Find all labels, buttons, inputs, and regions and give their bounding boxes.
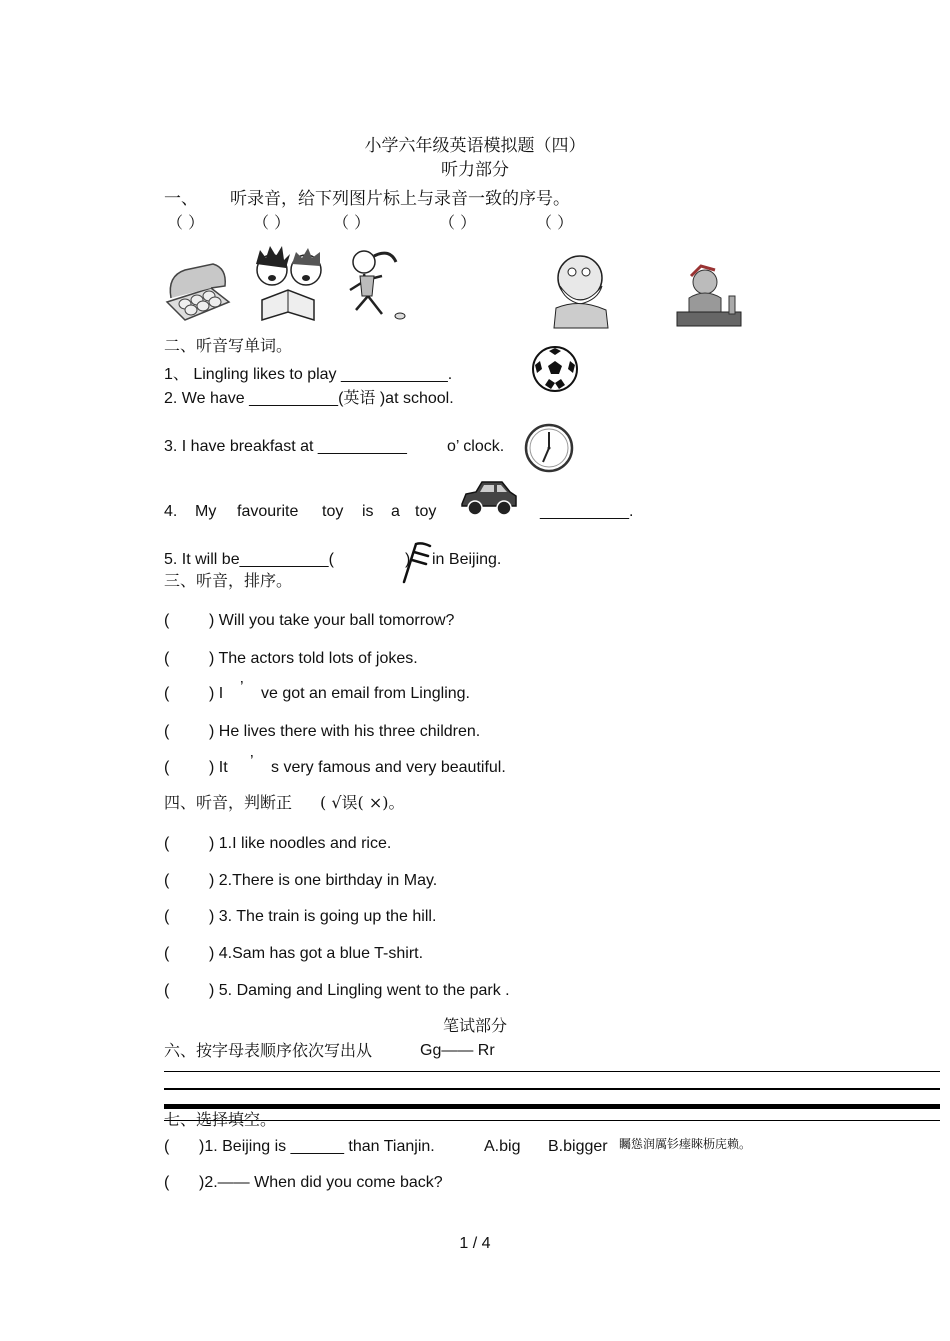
egg-carton-picture xyxy=(163,262,233,326)
page-title: 小学六年级英语模拟题（四） xyxy=(364,136,586,156)
q2-item-4-blank: __________. xyxy=(540,503,634,520)
q4-item: ) 1.I like noodles and rice. xyxy=(209,835,392,852)
q4-item: ) 2.There is one birthday in May. xyxy=(209,872,438,889)
q1-bracket: （ ） xyxy=(253,213,291,232)
clock-icon xyxy=(524,423,574,473)
q3-paren: ( xyxy=(164,759,170,776)
q7-item-text: )1. Beijing is ______ than Tianjin. xyxy=(199,1138,435,1155)
q4-item: ) 4.Sam has got a blue T-shirt. xyxy=(209,945,424,962)
q6-heading: 六、按字母表顺序依次写出从 xyxy=(164,1041,373,1060)
q7-heading: 七、选择填空。 xyxy=(164,1110,277,1129)
q2-heading: 二、听音写单词。 xyxy=(164,336,293,355)
q7-paren: ( xyxy=(164,1174,170,1191)
q2-item-4-word: is xyxy=(362,503,374,520)
q1-heading: 听录音，给下列图片标上与录音一致的序号。 xyxy=(230,189,570,209)
q7-paren: ( xyxy=(164,1138,170,1155)
q2-item-4-word: My xyxy=(195,503,217,520)
q3-paren: ( xyxy=(164,612,170,629)
q2-item-5-tail: in Beijing. xyxy=(432,551,502,568)
q1-bracket: （ ） xyxy=(439,213,477,232)
q2-item-3: 3. I have breakfast at __________ xyxy=(164,438,407,455)
page-number: 1 / 4 xyxy=(459,1235,491,1252)
q4-heading-tail: ( √误( ×)。 xyxy=(320,793,405,812)
q3-item: ) I xyxy=(209,685,224,702)
q4-paren: ( xyxy=(164,835,170,852)
q4-paren: ( xyxy=(164,945,170,962)
q1-bracket: （ ） xyxy=(536,213,574,232)
q4-paren: ( xyxy=(164,872,170,889)
q4-heading: 四、听音，判断正 xyxy=(164,793,293,812)
q2-item-5-paren: ) xyxy=(405,551,411,568)
q3-item: s very famous and very beautiful. xyxy=(271,759,506,776)
q2-item-4-word: a xyxy=(391,503,400,520)
q4-paren: ( xyxy=(164,908,170,925)
person-at-table-picture xyxy=(675,260,743,328)
q4-item: ) 5. Daming and Lingling went to the park . xyxy=(209,982,510,999)
q7-item-text: )2.—— When did you come back? xyxy=(199,1174,443,1191)
q1-number: 一、 xyxy=(164,189,198,209)
section-listening-heading: 听力部分 xyxy=(441,160,509,180)
q3-item: ) The actors told lots of jokes. xyxy=(209,650,418,667)
q3-item: ve got an email from Lingling. xyxy=(261,685,470,702)
q2-item-4-word: favourite xyxy=(237,503,299,520)
q2-item-1: 1、 Lingling likes to play ____________. xyxy=(164,366,453,383)
q7-option-a: A.big xyxy=(484,1138,521,1155)
q2-item-3-tail: o’ clock. xyxy=(447,438,505,455)
toy-car-icon xyxy=(458,478,520,518)
boys-reading-picture xyxy=(248,240,330,324)
q3-item: ) Will you take your ball tomorrow? xyxy=(209,612,455,629)
q3-paren: ( xyxy=(164,650,170,667)
q2-item-4-word: toy xyxy=(322,503,344,520)
q3-apostrophe: ’ xyxy=(240,679,244,696)
q3-paren: ( xyxy=(164,685,170,702)
football-icon xyxy=(531,345,579,393)
q3-item: ) He lives there with his three children. xyxy=(209,723,481,740)
q3-heading: 三、听音，排序。 xyxy=(164,571,293,590)
q2-item-4-word: toy xyxy=(415,503,437,520)
q1-bracket: （ ） xyxy=(167,213,205,232)
q3-item: ) It xyxy=(209,759,228,776)
q2-item-4-number: 4. xyxy=(164,503,178,520)
q2-item-5: 5. It will be__________( xyxy=(164,551,334,568)
q6-range: Gg—— Rr xyxy=(420,1042,495,1059)
wind-symbol-icon xyxy=(398,540,434,584)
section-written-heading: 笔试部分 xyxy=(442,1016,507,1035)
writing-line xyxy=(164,1120,940,1121)
old-man-picture xyxy=(546,248,618,330)
q2-item-2: 2. We have __________(英语 )at school. xyxy=(164,390,454,407)
q4-paren: ( xyxy=(164,982,170,999)
q1-bracket: （ ） xyxy=(333,213,371,232)
writing-line xyxy=(164,1088,940,1090)
writing-line xyxy=(164,1104,940,1109)
writing-line xyxy=(164,1071,940,1072)
q3-paren: ( xyxy=(164,723,170,740)
q7-option-b: B.bigger xyxy=(548,1138,608,1155)
q3-apostrophe: ’ xyxy=(250,753,254,770)
q4-item: ) 3. The train is going up the hill. xyxy=(209,908,437,925)
q7-noise-text: 矚慫润厲钐瘗睞枥庑赖。 xyxy=(619,1137,752,1151)
girl-running-picture xyxy=(334,244,408,326)
